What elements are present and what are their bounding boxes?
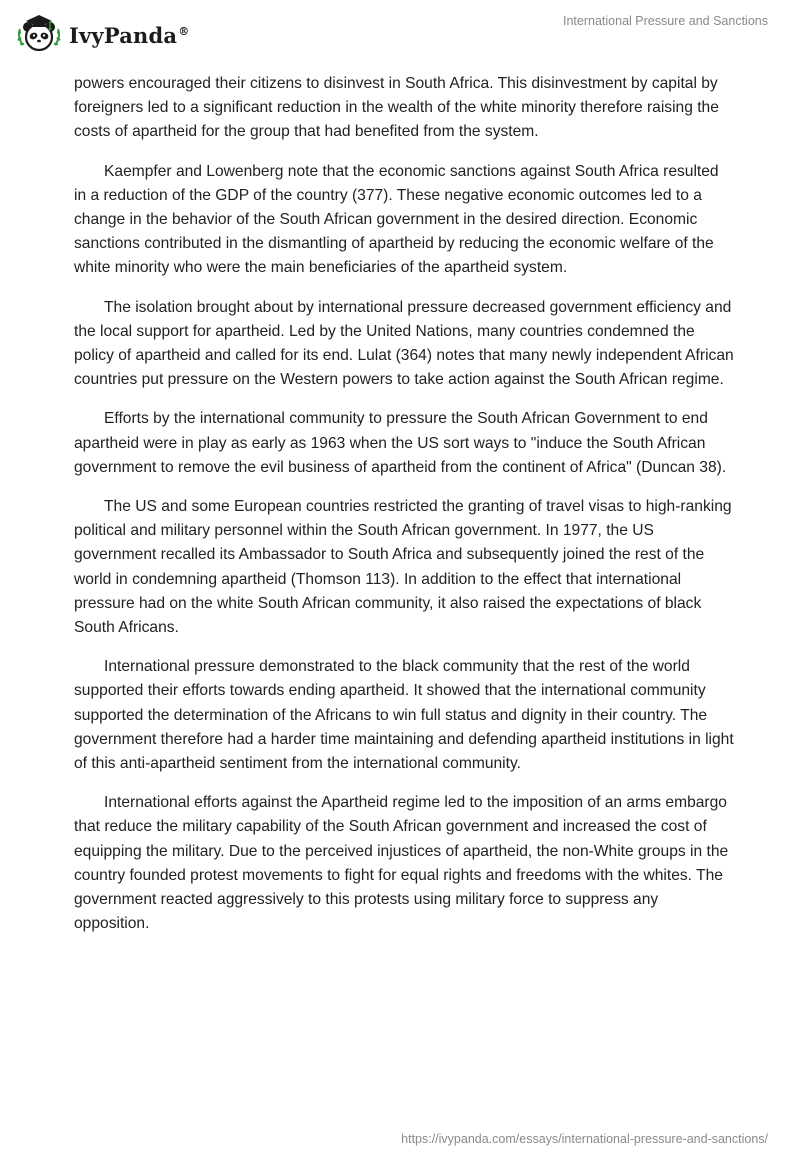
essay-body [74,72,734,952]
paragraph: International pressure demonstrated to the black community that the rest of the world supported their efforts towards ending apartheid. It showed that the international community supported the determination of the Africans to win full status and dignity in their country. The government therefore had a harder time maintaining and defending apartheid institutions in light of this anti-apartheid sentiment from the international community. [74,658,734,773]
paragraph: powers encouraged their citizens to disinvest in South Africa. This disinvestment by capital by foreigners led to a significant reduction in the wealth of the white minority therefore raising the costs of apartheid for the group that had benefited from the system. [74,75,719,141]
paragraph: The US and some European countries restricted the granting of travel visas to high-ranking political and military personnel within the South African government. In 1977, the US government recalled its Ambassador to South Africa and subsequently joined the rest of the world in condemning apartheid (Thomson 113). In addition to the effect that international pressure had on the white South African community, it also raised the expectations of black South Africans. [74,498,732,637]
page-header [0,0,800,70]
paragraph: The isolation brought about by international pressure decreased government efficiency and the local support for apartheid. Led by the United Nations, many countries condemned the policy of apartheid and called for its end. Lulat (364) notes that many newly independent African countries put pressure on the Western powers to take action against the South African regime. [74,298,734,389]
document-title: International Pressure and Sanctions [563,14,768,28]
source-url[interactable]: https://ivypanda.com/essays/international-pressure-and-sanctions/ [401,1132,768,1146]
paragraph: Kaempfer and Lowenberg note that the economic sanctions against South Africa resulted in a reduction of the GDP of the country (377). These negative economic outcomes led to a change in the behavior of the South African government in the desired direction. Economic sanctions contributed in the dismantling of apartheid by reducing the economic welfare of the white minority who were the main beneficiaries of the apartheid system. [74,162,719,277]
brand-name: IvyPanda® [69,22,190,48]
paragraph: International efforts against the Apartheid regime led to the imposition of an arms embargo that reduce the military capability of the South African government and increased the cost of equipping the military. Due to the perceived injustices of apartheid, the non-White groups in the country founded protest movements to fight for equal rights and freedoms with the whites. The government reacted aggressively to this protests using military force to suppress any opposition. [74,794,729,933]
registered-mark: ® [178,24,190,38]
paragraph: Efforts by the international community to pressure the South African Government to end apartheid were in play as early as 1963 when the US sort ways to "induce the South African government to remove the evil business of apartheid from the continent of Africa" (Duncan 38). [74,410,727,476]
ivypanda-logo[interactable] [14,9,189,59]
panda-graduation-cap-icon [14,9,64,59]
